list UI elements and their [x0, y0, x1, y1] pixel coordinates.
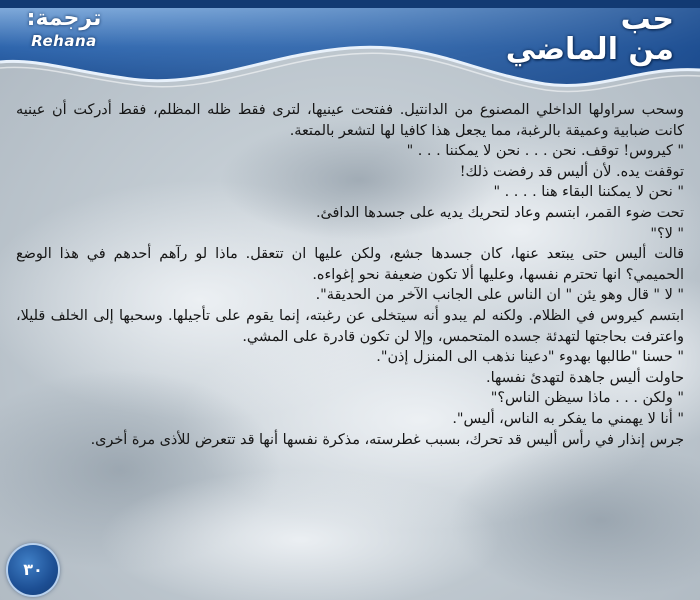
page-number-badge: ٣٠ — [8, 545, 58, 595]
paragraph: " كيروس! توقف. نحن . . . نحن لا يمكننا . . . " — [406, 143, 684, 160]
paragraph: " لا؟" — [650, 225, 684, 242]
paragraph: " أنا لا يهمني ما يفكر به الناس، أليس". — [452, 410, 684, 427]
paragraph: " نحن لا يمكننا البقاء هنا . . . . " — [493, 184, 684, 201]
paragraph: حاولت أليس جاهدة لتهدئ نفسها. — [486, 369, 684, 386]
paragraph: " لا " قال وهو يئن " ان الناس على الجانب الآخر من الحديقة". — [315, 287, 684, 304]
title-line-1: حب — [620, 2, 674, 37]
paragraph: " حسنا "طالبها بهدوء "دعينا نذهب الى المنزل إذن". — [376, 349, 684, 366]
paragraph: تحت ضوء القمر، ابتسم وعاد لتحريك يديه على جسدها الدافئ. — [315, 204, 684, 221]
paragraph: وسحب سراولها الداخلي المصنوع من الدانتيل. ففتحت عينيها، لترى فقط ظله المظلم، فقط أدركت أن عينيه كانت ضبابية وعميقة بالرغبة، مما يجعل هذا كافيا لها لتشعر بالمتعة. — [16, 102, 684, 139]
credit-label: ترجمة: — [26, 6, 102, 31]
paragraph: قالت أليس حتى يبتعد عنها، كان جسدها جشع، ولكن عليها ان تتعقل. ماذا لو رآهم أحدهم في هذا الوضع الحميمي؟ انها تحترم نفسها، وعليها ألا تكون ضعيفة نحو إغواءه. — [16, 246, 684, 283]
title-line-2: من الماضي — [505, 32, 674, 67]
header-banner — [0, 0, 700, 110]
story-text — [16, 100, 684, 450]
paragraph: ابتسم كيروس في الظلام. ولكنه لم يبدو أنه سيتخلى عن رغبته، إنما يقوم على تأجيلها. وسحبها إلى الخلف قليلا، واعترفت بحاجتها لتهدئة جسده المتحمس، وإلا لن تكون قادرة على المشي. — [16, 307, 684, 345]
paragraph: توقفت يده. لأن أليس قد رفضت ذلك! — [459, 163, 684, 180]
page-title — [474, 4, 674, 66]
paragraph: جرس إنذار في رأس أليس قد تحرك، بسبب غطرسته، مذكرة نفسها أنها قد تتعرض للأذى مرة أخرى. — [90, 431, 684, 448]
translator-name: Rehana — [31, 32, 97, 50]
translator-credit — [14, 6, 114, 50]
paragraph: " ولكن . . . ماذا سيظن الناس؟" — [490, 390, 684, 407]
